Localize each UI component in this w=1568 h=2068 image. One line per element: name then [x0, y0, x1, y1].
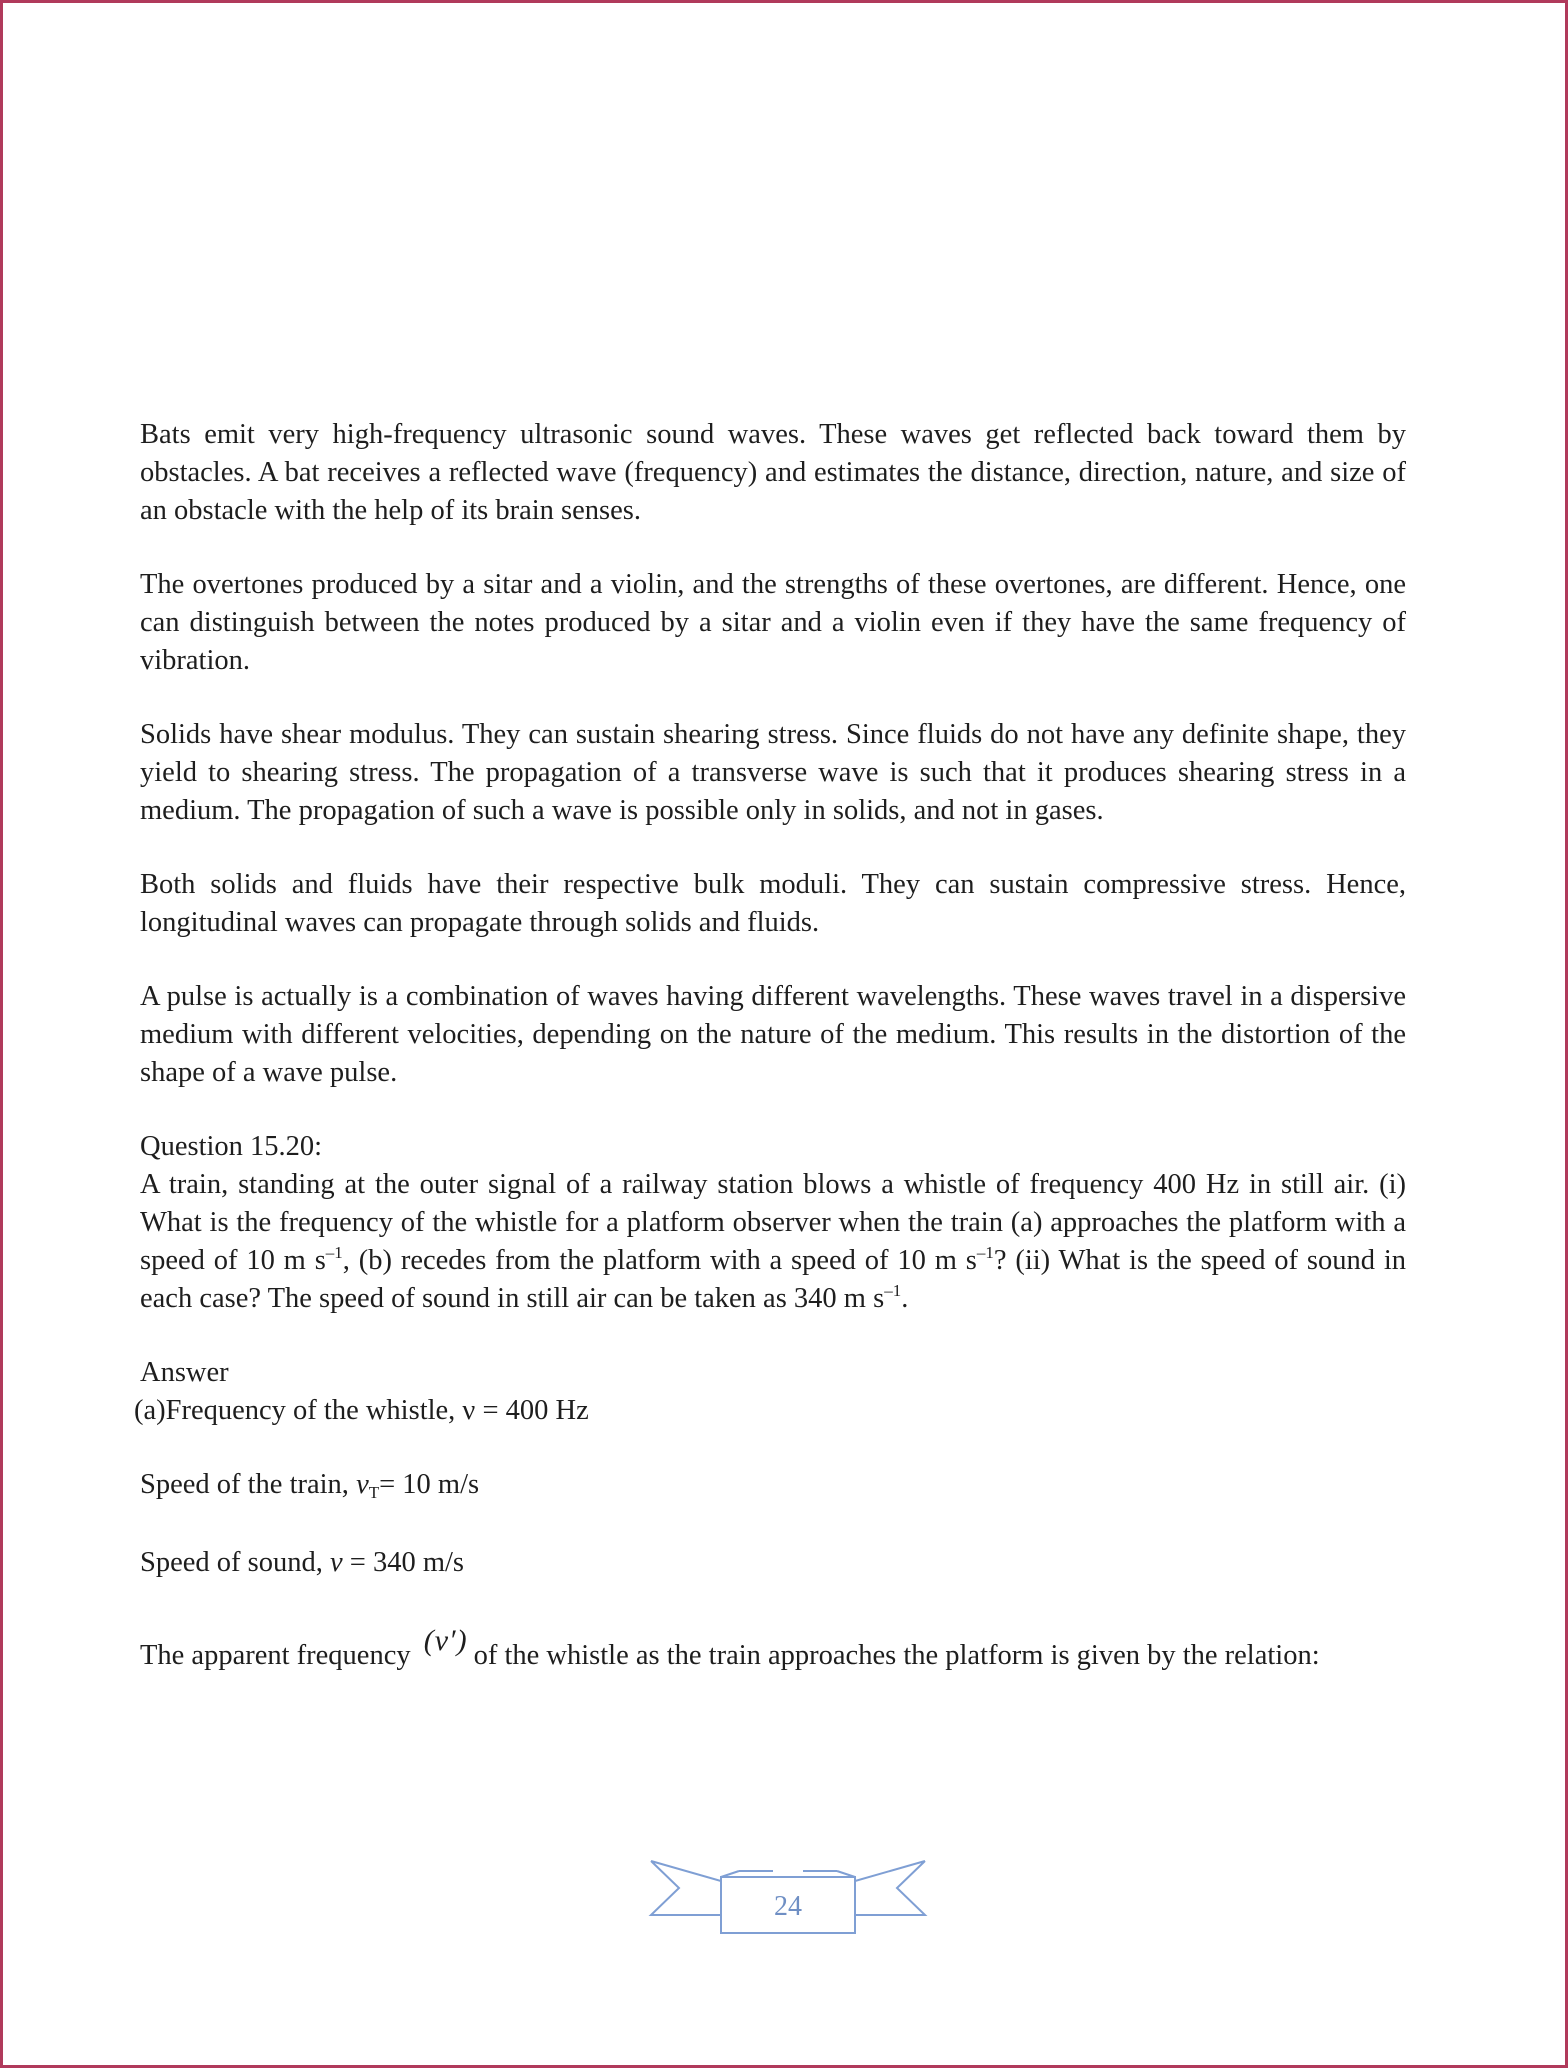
- exponent-3: –1: [884, 1281, 902, 1300]
- question-text-4: .: [901, 1283, 909, 1314]
- paragraph-bats: Bats emit very high-frequency ultrasonic sound waves. These waves get reflected back toward them by obstacles. A bat receives a reflected wave (frequency) and estimates the distance, direction, nature, and size of an obstacle with the help of its brain senses.: [140, 419, 1406, 526]
- apparent-text-after: of the whistle as the train approaches the platform is given by the relation:: [473, 1640, 1320, 1671]
- question-text-2: , (b) recedes from the platform with a speed of 10 m s: [342, 1245, 977, 1276]
- document-body: [134, 416, 1407, 1675]
- answer-title: Answer: [140, 1357, 229, 1388]
- paragraph-overtones: The overtones produced by a sitar and a violin, and the strengths of these overtones, are different. Hence, one can distinguish between the notes produced by a sitar and a violin even if they have the same frequency of vibration.: [140, 569, 1406, 676]
- sound-speed-var: v: [329, 1547, 343, 1578]
- sound-speed-label: Speed of sound,: [140, 1547, 330, 1578]
- exponent-2: –1: [976, 1243, 994, 1262]
- paragraph-pulse: A pulse is actually is a combination of waves having different wavelengths. These waves travel in a dispersive medium with different velocities, depending on the nature of the medium. This results in the distortion of the shape of a wave pulse.: [140, 981, 1406, 1088]
- question-text-3: ? (ii) What is the speed of sound in each case? The speed of sound in still air can be taken as 340 m s: [140, 1245, 1407, 1314]
- question-title: Question 15.20:: [140, 1131, 323, 1162]
- exponent-1: –1: [325, 1243, 343, 1262]
- page-number: 24: [774, 1891, 802, 1922]
- sound-speed-value: = 340 m/s: [342, 1547, 465, 1578]
- page-number-ribbon: [643, 1855, 933, 1935]
- nu-prime-symbol: (ν′): [423, 1624, 468, 1657]
- answer-sound-speed: [140, 1544, 1406, 1582]
- train-speed-value: = 10 m/s: [379, 1469, 480, 1500]
- answer-train-speed: [140, 1466, 1406, 1504]
- answer-apparent-frequency: [140, 1622, 1406, 1675]
- answer-frequency: (a)Frequency of the whistle, ν = 400 Hz: [134, 1395, 589, 1426]
- question-text-1: A train, standing at the outer signal of a railway station blows a whistle of frequency 400 Hz in still air. (i) What is the frequency of the whistle for a platform observer when the train (a) approaches the platform with a speed of 10 m s: [140, 1169, 1406, 1276]
- question-body: [140, 1166, 1406, 1318]
- train-speed-sub: T: [368, 1483, 380, 1502]
- paragraph-bulk: Both solids and fluids have their respective bulk moduli. They can sustain compressive stress. Hence, longitudinal waves can propagate through solids and fluids.: [140, 869, 1406, 938]
- train-speed-label: Speed of the train,: [140, 1469, 357, 1500]
- apparent-text-before: The apparent frequency: [140, 1640, 418, 1671]
- train-speed-var: v: [356, 1469, 369, 1500]
- paragraph-shear: Solids have shear modulus. They can sustain shearing stress. Since fluids do not have any definite shape, they yield to shearing stress. The propagation of a transverse wave is such that it produces shearing stress in a medium. The propagation of such a wave is possible only in solids, and not in gases.: [140, 719, 1406, 826]
